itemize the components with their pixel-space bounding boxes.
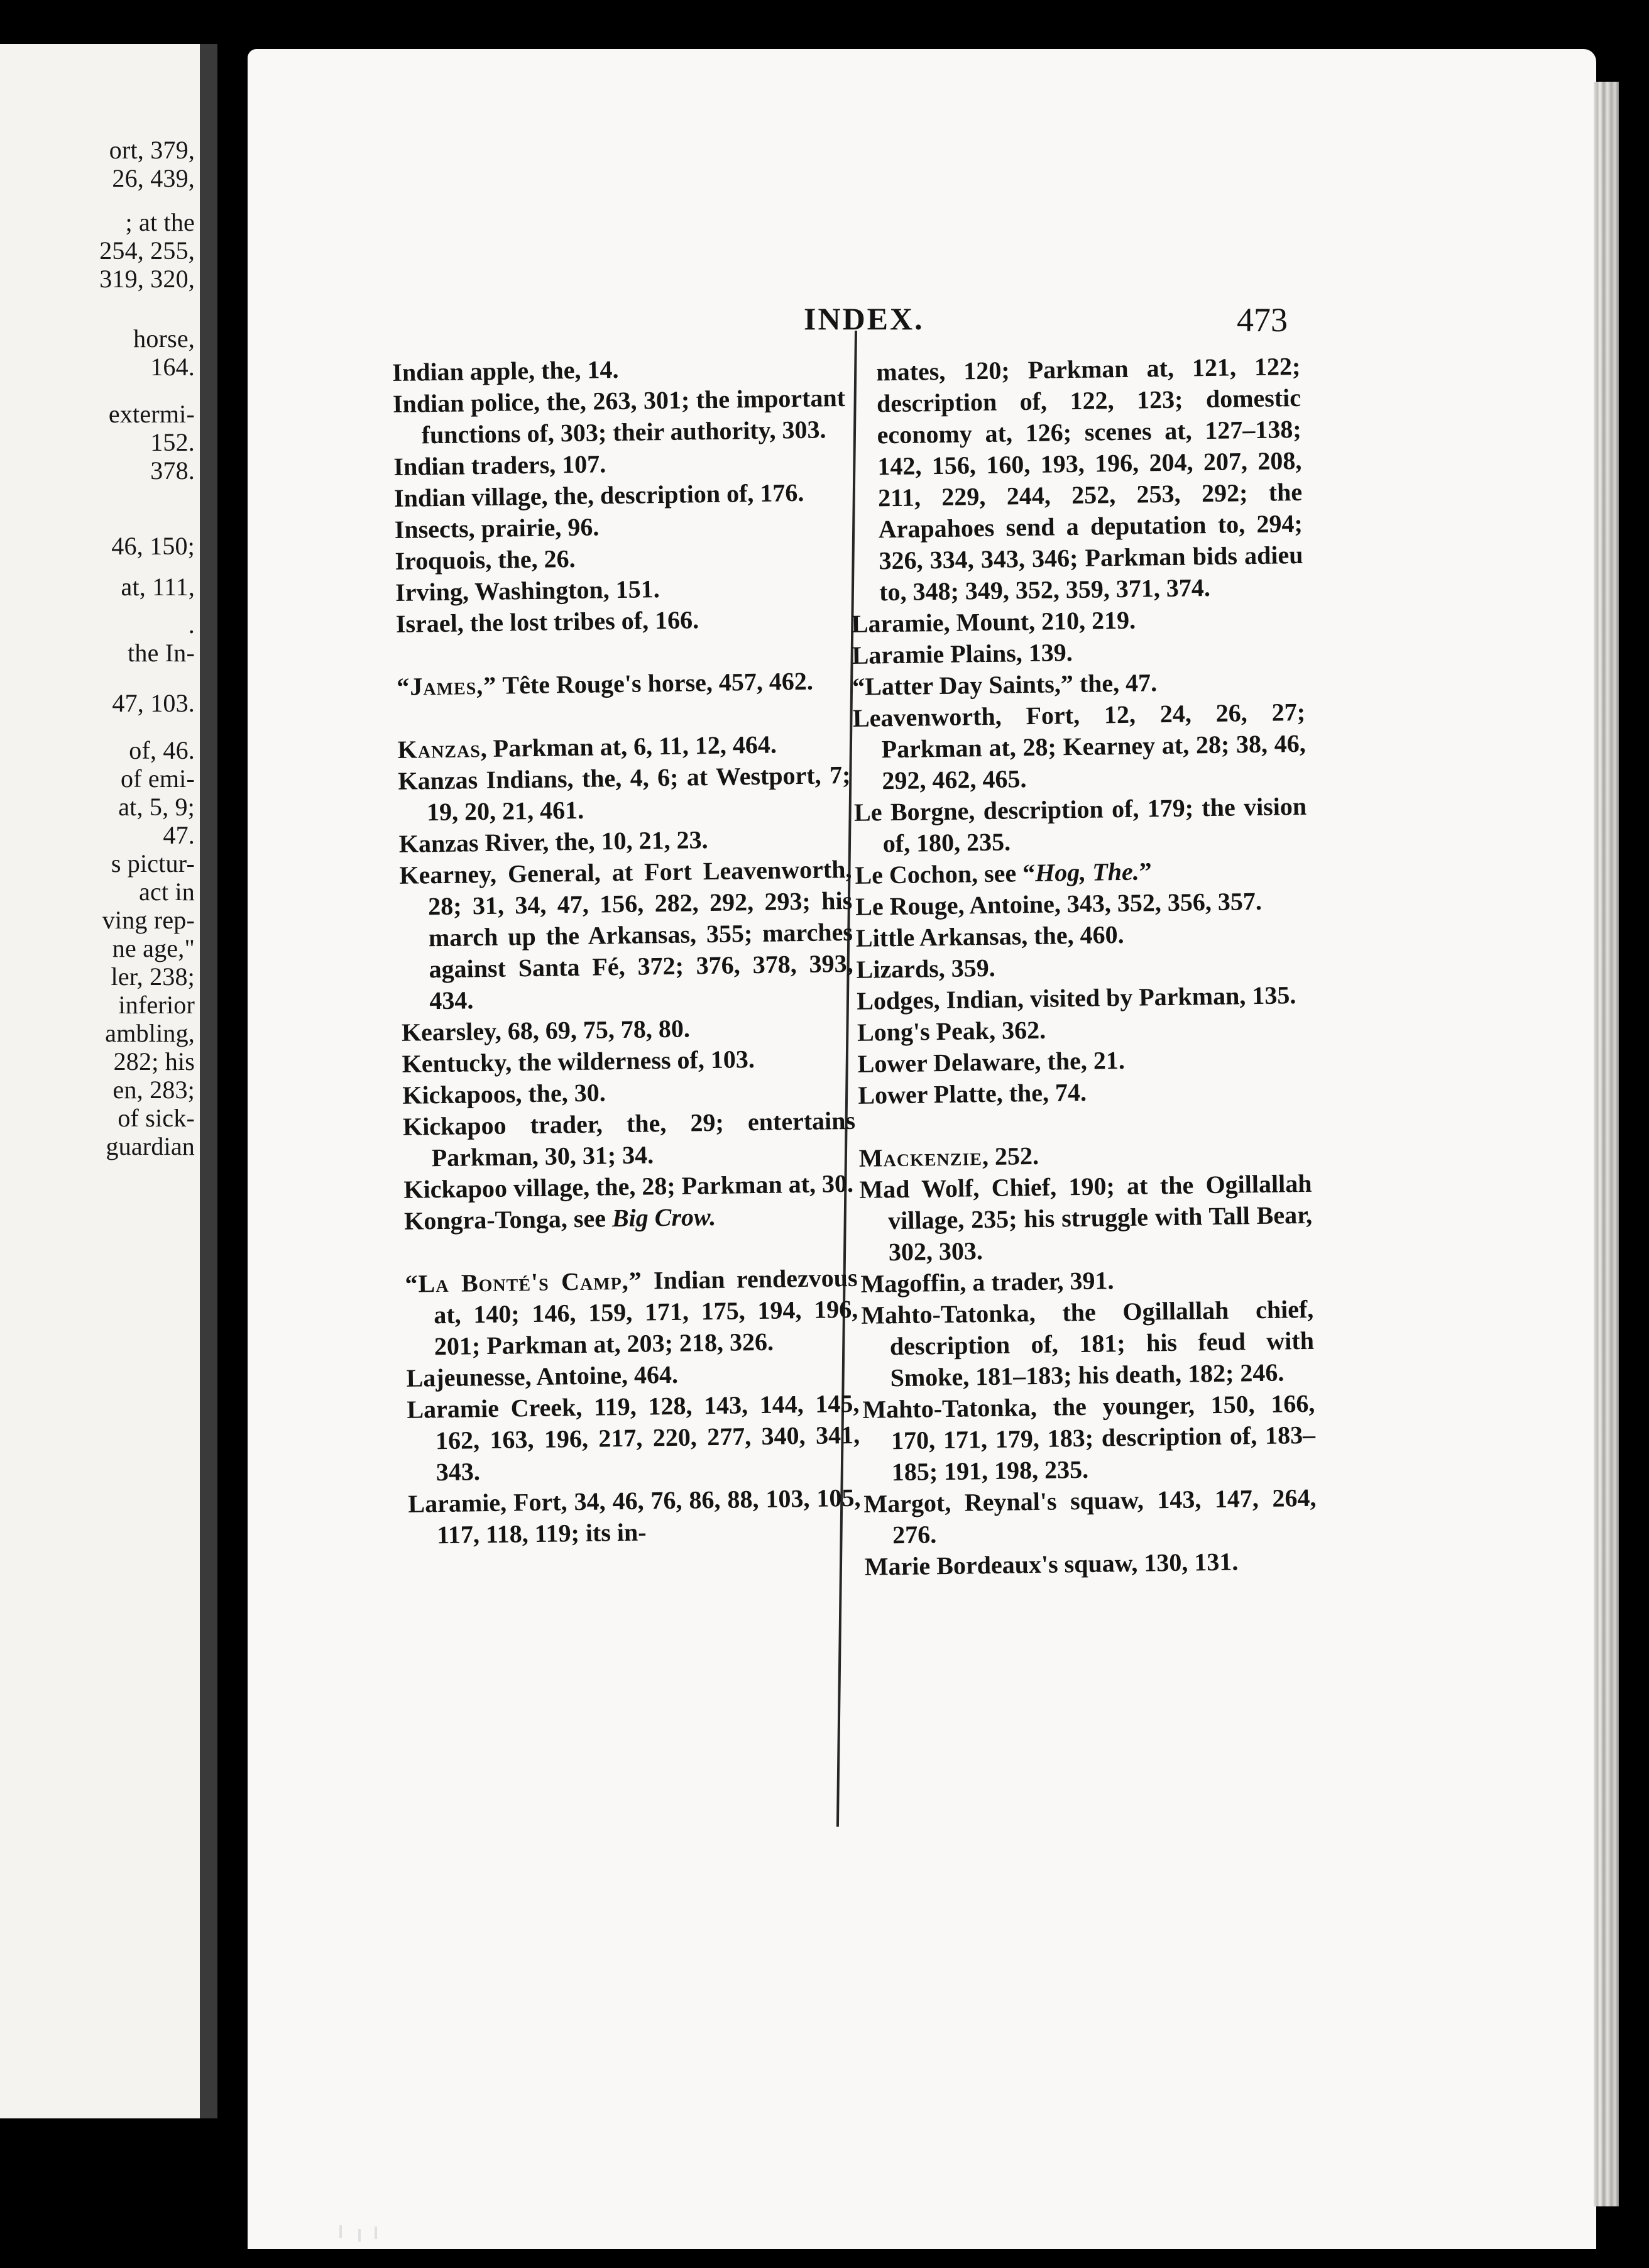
entry-text: Iroquois, the, 26. <box>395 544 576 575</box>
entry-cross-reference: Hog, The. <box>1034 857 1139 887</box>
entry-text: Kickapoo trader, the, 29; entertains Parkman, 30, 31; 34. <box>402 1106 856 1172</box>
entry-headword: “James,” <box>397 671 497 701</box>
entry-text: Indian traders, 107. <box>393 449 606 481</box>
index-column-right <box>848 351 1317 1583</box>
previous-page-line: ving rep- <box>102 906 195 934</box>
entry-text: Kanzas Indians, the, 4, 6; at Westport, 7; 19, 20, 21, 461. <box>398 760 851 827</box>
entry-text: Lajeunesse, Antoine, 464. <box>406 1360 679 1392</box>
speck <box>339 2225 342 2238</box>
entry-text: Kongra-Tonga, see <box>403 1204 613 1235</box>
entry-text: Le Borgne, description of, 179; the vision of, 180, 235. <box>853 791 1307 858</box>
entry-headword: “La Bonté's Camp,” <box>405 1266 642 1298</box>
entry-text: Little Arkansas, the, 460. <box>855 920 1124 952</box>
entry-text: Lizards, 359. <box>856 953 996 984</box>
index-entry <box>405 1262 858 1363</box>
previous-page-line: ler, 238; <box>111 962 195 991</box>
entry-text: Tête Rouge's horse, 457, 462. <box>496 666 814 700</box>
previous-page-line: extermi- <box>108 400 195 428</box>
index-entry <box>407 1388 860 1489</box>
previous-page-line: ort, 379, <box>109 136 195 164</box>
previous-page-line: 164. <box>150 353 195 381</box>
index-entry <box>854 791 1307 860</box>
index-entry <box>398 759 851 828</box>
index-entry <box>404 1199 857 1237</box>
entry-text: Indian police, the, 263, 301; the important functions of, 303; their authority, 303. <box>392 383 846 449</box>
entry-text: Marie Bordeaux's squaw, 130, 131. <box>864 1547 1239 1581</box>
entry-text: mates, 120; Parkman at, 121, 122; description of, 122, 123; domestic economy at, 126; scenes at, 127–138; 142, 156, 160, 193, 196, 204, 207, 208, 211, 229, 244, 252, 253, 292; the Arapahoes send a deputation to, 294; 326, 334, 343, 346; Parkman bids adieu to, 348; 349, 352, 359, 371, 374. <box>876 351 1303 607</box>
previous-page-line: ; at the <box>125 208 195 236</box>
entry-text: Lower Platte, the, 74. <box>858 1077 1087 1109</box>
entry-text: Kentucky, the wilderness of, 103. <box>402 1045 755 1078</box>
entry-text: Kearney, General, at Fort Leavenworth, 28; 31, 34, 47, 156, 282, 292, 293; his march up the Arkansas, 355; marches against Santa Fé, 372; 376, 378, 393, 434. <box>399 854 853 1015</box>
index-entry <box>858 1074 1311 1111</box>
index-entry <box>408 1482 861 1551</box>
previous-page-line: s pictur- <box>111 849 195 878</box>
entry-text: Le Cochon, see “ <box>855 858 1036 889</box>
previous-page-line: of sick- <box>118 1104 195 1132</box>
entry-text: Insects, prairie, 96. <box>394 512 600 544</box>
index-entry <box>403 1168 857 1206</box>
entry-text: “Latter Day Saints,” the, 47. <box>852 668 1158 701</box>
index-entry <box>393 382 846 451</box>
previous-page-line: 26, 439, <box>112 164 195 192</box>
entry-text: Lower Delaware, the, 21. <box>857 1045 1126 1078</box>
previous-page-line: ambling, <box>105 1019 195 1047</box>
entry-text: Laramie Creek, 119, 128, 143, 144, 145, 162, 163, 196, 217, 220, 277, 340, 341, 343. <box>407 1389 860 1487</box>
entry-text-after: ” <box>1139 857 1152 886</box>
previous-page-line: ne age," <box>112 934 195 962</box>
entry-text: Kickapoo village, the, 28; Parkman at, 30. <box>403 1169 854 1204</box>
index-page <box>248 49 1596 2249</box>
previous-page-line: inferior <box>118 991 195 1019</box>
entry-cross-reference: Big Crow. <box>611 1202 716 1233</box>
index-entry <box>397 665 850 703</box>
entry-text: Israel, the lost tribes of, 166. <box>395 605 699 638</box>
entry-text: Indian village, the, description of, 176. <box>393 478 804 512</box>
entry-text: Margot, Reynal's squaw, 143, 147, 264, 276. <box>863 1483 1317 1550</box>
entry-text: Long's Peak, 362. <box>857 1015 1046 1047</box>
previous-page-line: en, 283; <box>112 1076 195 1104</box>
entry-text: Kanzas River, the, 10, 21, 23. <box>398 825 708 858</box>
index-entry <box>857 979 1310 1017</box>
index-entry <box>399 854 853 1017</box>
index-entry <box>859 1168 1313 1269</box>
entry-text: Indian rendezvous at, 140; 146, 159, 171, 175, 194, 196, 201; Parkman at, 203; 218, 326. <box>433 1263 858 1361</box>
previous-page <box>0 44 217 2118</box>
speck <box>358 2229 361 2242</box>
previous-page-line: 378. <box>150 456 195 485</box>
index-entry <box>396 602 849 640</box>
previous-page-line: of, 46. <box>129 736 195 764</box>
index-column-left <box>392 351 861 1551</box>
index-entry <box>855 885 1308 923</box>
page-title: INDEX. <box>804 301 924 336</box>
index-entry <box>394 476 847 514</box>
entry-text: Mad Wolf, Chief, 190; at the Ogillallah village, 235; his struggle with Tall Bear, 302, 303. <box>859 1169 1313 1267</box>
entry-text: Lodges, Indian, visited by Parkman, 135. <box>856 981 1296 1015</box>
previous-page-line: at, 111, <box>121 573 195 601</box>
entry-text: Kearsley, 68, 69, 75, 78, 80. <box>401 1014 691 1047</box>
running-head <box>248 300 1596 344</box>
index-entry <box>863 1482 1317 1551</box>
page-stack-edge <box>1594 82 1619 2206</box>
entry-text: Mahto-Tatonka, the Ogillallah chief, description of, 181; his feud with Smoke, 181–183; his death, 182; 246. <box>860 1294 1315 1392</box>
previous-page-line: 47, 103. <box>112 689 195 717</box>
previous-page-line: 282; his <box>113 1047 195 1076</box>
page-number: 473 <box>1237 301 1288 339</box>
entry-text: Laramie, Mount, 210, 219. <box>851 605 1136 638</box>
previous-page-line: guardian <box>106 1132 195 1160</box>
entry-text: Magoffin, a trader, 391. <box>860 1266 1114 1298</box>
entry-text: Leavenworth, Fort, 12, 24, 26, 27; Parkman at, 28; Kearney at, 28; 38, 46, 292, 462, 465. <box>852 697 1306 795</box>
entry-text: Indian apple, the, 14. <box>392 355 619 387</box>
index-entry <box>862 1388 1316 1489</box>
index-entry <box>865 1545 1318 1583</box>
previous-page-line: at, 5, 9; <box>118 793 195 821</box>
entry-text: Mahto-Tatonka, the younger, 150, 166, 170, 171, 179, 183; description of, 183–185; 191, 198, 235. <box>862 1389 1316 1487</box>
index-entry <box>848 351 1304 608</box>
index-entry <box>403 1105 856 1174</box>
previous-page-line: act in <box>139 878 195 906</box>
entry-headword: Kanzas <box>397 734 481 764</box>
previous-page-line: 319, 320, <box>99 265 195 293</box>
previous-page-line: . <box>188 610 195 639</box>
previous-page-line: the In- <box>128 639 195 667</box>
index-entry <box>853 696 1307 797</box>
previous-page-line: of emi- <box>120 764 195 793</box>
previous-page-line: horse, <box>133 324 195 353</box>
previous-page-line: 152. <box>150 428 195 456</box>
entry-text: Laramie, Fort, 34, 46, 76, 86, 88, 103, 105, 117, 118, 119; its in- <box>408 1483 861 1550</box>
previous-page-line: 47. <box>163 821 195 849</box>
entry-text: Le Rouge, Antoine, 343, 352, 356, 357. <box>855 886 1263 921</box>
entry-text: , 252. <box>982 1141 1039 1171</box>
entry-text: Irving, Washington, 151. <box>395 575 660 607</box>
previous-page-line: 254, 255, <box>99 236 195 265</box>
entry-text: Kickapoos, the, 30. <box>402 1078 606 1109</box>
speck <box>375 2227 377 2239</box>
entry-text: , Parkman at, 6, 11, 12, 464. <box>480 730 777 763</box>
index-entry <box>861 1294 1315 1394</box>
entry-headword: Mackenzie <box>858 1142 983 1172</box>
scan-specks <box>339 2225 402 2250</box>
previous-page-line: 46, 150; <box>111 532 195 560</box>
entry-text: Laramie Plains, 139. <box>852 638 1073 669</box>
